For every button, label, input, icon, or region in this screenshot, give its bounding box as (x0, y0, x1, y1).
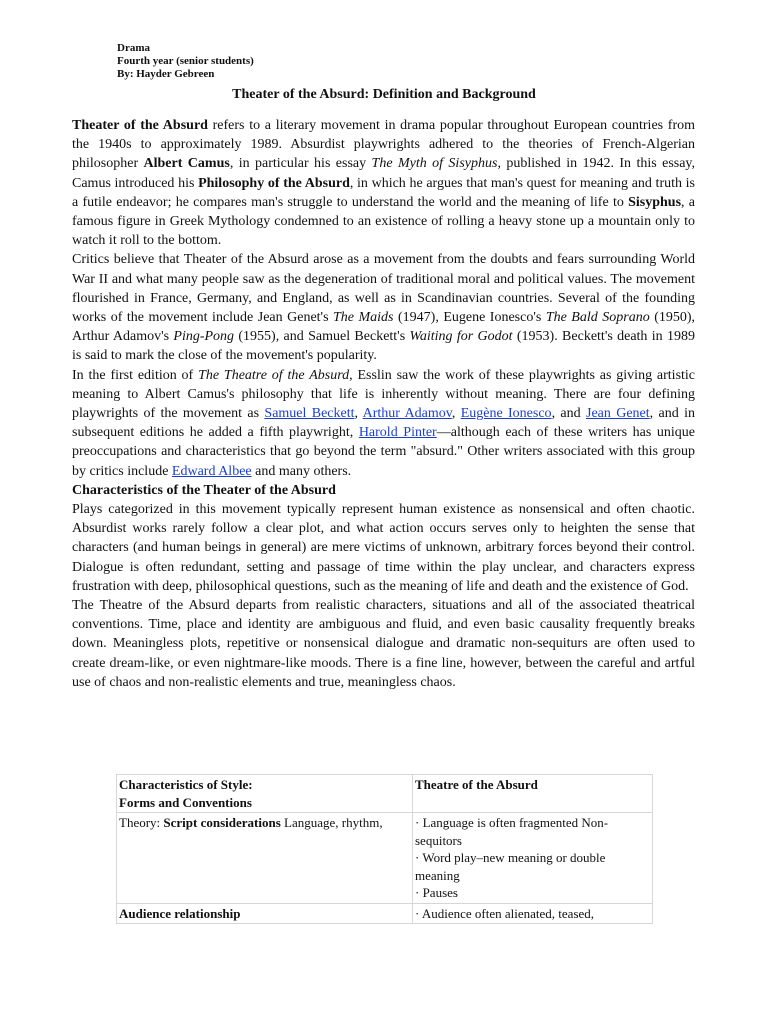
list-item: · Word play–new meaning or double meaning (415, 850, 606, 883)
term-albert-camus: Albert Camus (143, 156, 230, 172)
header-level: Fourth year (senior students) (117, 55, 254, 67)
link-jean-genet[interactable]: Jean Genet (586, 406, 650, 422)
list-item: · Pauses (415, 885, 458, 900)
title-waiting-for-godot: Waiting for Godot (409, 329, 513, 345)
paragraph-characteristics: Plays categorized in this movement typically represent human existence as nonsensical and often chaotic. Absurdist works rarely follow a clear plot, and what action occurs serves only to heighten the sense that characters (and human beings in general) are mere victims of unknown, arbitrary forces beyond their control. Dialogue is often redundant, setting and passage of time within the play unclear, and characters express frustration with deep, philosophical questions, such as the meaning of life and death and the existence of God. (72, 502, 695, 594)
table-row (117, 903, 653, 924)
term-sisyphus: Sisyphus (628, 194, 682, 210)
title-theatre-of-the-absurd: The Theatre of the Absurd (198, 367, 350, 383)
paragraph-critics: Critics believe that Theater of the Absurd arose as a movement from the doubts and fears surrounding World War II and what many people saw as the degeneration of traditional moral and political values. The movement flourished in France, Germany, and England, as well as in Scandinavian countries. Several of the founding works of the movement include Jean Genet's The Maids (1947), Eugene Ionesco's The Bald Soprano (1950), Arthur Adamov's Ping-Pong (1955), and Samuel Beckett's Waiting for Godot (1953). Beckett's death in 1989 is said to mark the close of the movement's popularity. (72, 252, 696, 364)
title-bald-soprano: The Bald Soprano (545, 310, 650, 326)
table-cell-language-items (413, 813, 653, 904)
table-row (117, 813, 653, 904)
table-header-cell-style: Characteristics of Style: Forms and Conventions (117, 775, 413, 813)
document-title: Theater of the Absurd: Definition and Background (232, 87, 536, 102)
style-comparison-table (116, 774, 653, 924)
link-edward-albee[interactable]: Edward Albee (171, 463, 252, 479)
link-arthur-adamov[interactable]: Arthur Adamov (362, 406, 452, 422)
table-cell-audience-item: · Audience often alienated, teased, (413, 903, 653, 924)
header-subject: Drama (117, 42, 150, 54)
term-philosophy-of-the-absurd: Philosophy of the Absurd (198, 175, 350, 191)
header-author: By: Hayder Gebreen (117, 68, 215, 80)
table-cell-audience-label: Audience relationship (117, 903, 413, 924)
link-eugene-ionesco[interactable]: Eugène Ionesco (460, 406, 552, 422)
table-header-row (117, 775, 653, 813)
paragraph-departs: The Theatre of the Absurd departs from realistic characters, situations and all of the associated theatrical conventions. Time, place and identity are ambiguous and fluid, and even basic causality frequently breaks down. Meaningless plots, repetitive or nonsensical dialogue and dramatic non-sequiturs are often used to create dream-like, or even nightmare-like moods. There is a fine line, however, between the careful and artful use of chaos and non-realistic elements and true, meaningless chaos. (72, 598, 695, 690)
table-header-cell-absurd: Theatre of the Absurd (413, 775, 653, 813)
title-myth-of-sisyphus: The Myth of Sisyphus (371, 156, 498, 172)
section-heading-characteristics: Characteristics of the Theater of the Absurd (72, 482, 336, 498)
paragraph-intro: Theater of the Absurd refers to a literary movement in drama popular throughout European countries from the 1940s to approximately 1989. Absurdist playwrights adhered to the theories of French-Algerian philosopher Albert Camus, in particular his essay The Myth of Sisyphus, published in 1942. In this essay, Camus introduced his Philosophy of the Absurd, in which he argues that man's quest for meaning and truth is a futile endeavor; he compares man's struggle to understand the world and the meaning of life to Sisyphus, a famous figure in Greek Mythology condemned to an existence of rolling a heavy stone up a mountain only to watch it roll to the bottom. (72, 118, 696, 249)
paragraph-esslin: In the first edition of The Theatre of the Absurd, Esslin saw the work of these playwrights as giving artistic meaning to Albert Camus's philosophy that life is inherently without meaning. There are four defining playwrights of the movement as Samuel Beckett, Arthur Adamov, Eugène Ionesco, and Jean Genet, and in subsequent editions he added a fifth playwright, Harold Pinter—although each of these writers has unique preoccupations and characteristics that go beyond the term "absurd." Other writers associated with this group by critics include Edward Albee and many others. (72, 367, 696, 479)
table-cell-theory: Theory: Script considerations Language, rhythm, (117, 813, 413, 904)
link-samuel-beckett[interactable]: Samuel Beckett (264, 406, 355, 422)
title-the-maids: The Maids (333, 310, 394, 326)
title-ping-pong: Ping-Pong (173, 329, 235, 345)
link-harold-pinter[interactable]: Harold Pinter (358, 425, 437, 441)
term-theater-of-the-absurd: Theater of the Absurd (72, 118, 208, 133)
document-body (72, 116, 695, 692)
list-item: · Language is often fragmented Non-sequitors (415, 815, 609, 848)
document-header (117, 42, 254, 81)
